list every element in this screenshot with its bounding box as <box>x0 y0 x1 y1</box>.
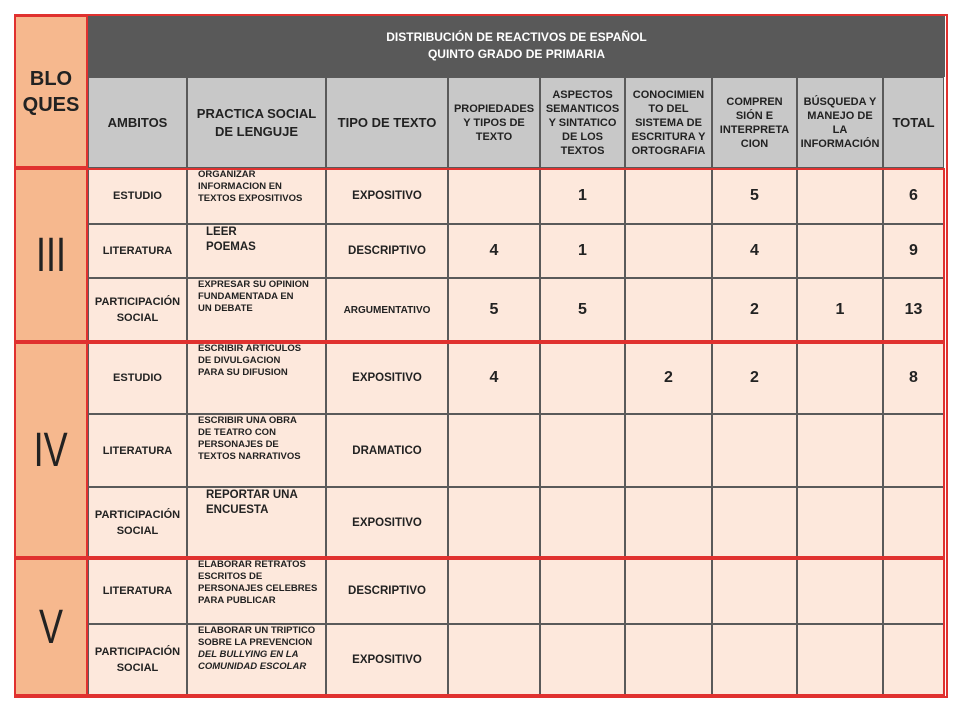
bloque-numeral: IV <box>33 423 69 477</box>
text-line: LEER <box>206 226 237 238</box>
cell-con <box>625 487 712 558</box>
cell-practica <box>187 558 326 624</box>
cell-total <box>883 487 944 558</box>
text-line: INFORMACION EN <box>198 181 282 192</box>
cell-bus <box>797 414 883 487</box>
text-line: LA <box>832 123 848 136</box>
text-line: PRACTICA SOCIAL <box>196 105 317 121</box>
text-line: LITERATURA <box>102 585 173 597</box>
text-line: COMPREN <box>726 95 783 108</box>
cell-ambito <box>88 168 187 224</box>
text-line: ENCUESTA <box>206 504 269 516</box>
cell-total: 8 <box>883 342 944 414</box>
table-title <box>88 15 945 77</box>
text-line: ASPECTOS <box>552 88 613 101</box>
cell-total <box>883 558 944 624</box>
text-line: PROPIEDADES <box>453 102 535 115</box>
cell-bus <box>797 168 883 224</box>
bloques-header <box>14 15 88 168</box>
cell-prop <box>448 414 540 487</box>
cell-bus: 1 <box>797 278 883 342</box>
text-line: SOCIAL <box>116 662 159 674</box>
text-line: TEXTOS <box>560 144 605 157</box>
header-aspectos <box>540 77 625 168</box>
cell-tipo: EXPOSITIVO <box>326 168 448 224</box>
text-line: PERSONAJES CELEBRES <box>198 583 318 594</box>
text-line: EXPRESAR SU OPINION <box>198 279 309 290</box>
cell-practica <box>187 342 326 414</box>
text-line: SOCIAL <box>116 524 159 537</box>
header-total: TOTAL <box>883 77 944 168</box>
cell-bus <box>797 487 883 558</box>
cell-prop <box>448 168 540 224</box>
header-comprension <box>712 77 797 168</box>
cell-con <box>625 224 712 278</box>
text-line: TEXTO <box>475 130 513 143</box>
text-line: DEL BULLYING EN LA <box>198 649 299 660</box>
text-line: PERSONAJES DE <box>198 439 279 450</box>
cell-comp: 4 <box>712 224 797 278</box>
text-line: PARA SU DIFUSION <box>198 367 288 378</box>
cell-con <box>625 414 712 487</box>
cell-asp <box>540 414 625 487</box>
cell-ambito <box>88 558 187 624</box>
text-line: INTERPRETA <box>719 123 790 136</box>
text-line: SISTEMA DE <box>635 116 702 129</box>
text-line: UN DEBATE <box>198 303 253 314</box>
cell-con <box>625 558 712 624</box>
cell-prop: 4 <box>448 342 540 414</box>
text-line: SIÓN E <box>735 109 774 122</box>
cell-tipo: DRAMATICO <box>326 414 448 487</box>
cell-prop <box>448 558 540 624</box>
cell-ambito <box>88 342 187 414</box>
header-practica <box>187 77 326 168</box>
text-line: QUES <box>22 93 80 116</box>
cell-prop: 4 <box>448 224 540 278</box>
cell-con <box>625 624 712 696</box>
cell-tipo: EXPOSITIVO <box>326 487 448 558</box>
cell-ambito <box>88 487 187 558</box>
cell-ambito <box>88 278 187 342</box>
text-line: SOBRE LA PREVENCION <box>198 637 313 648</box>
cell-total: 6 <box>883 168 944 224</box>
cell-practica <box>187 168 326 224</box>
cell-tipo: ARGUMENTATIVO <box>326 278 448 342</box>
text-line: POEMAS <box>206 241 256 253</box>
cell-practica <box>187 414 326 487</box>
text-line: CONOCIMIEN <box>632 88 705 101</box>
cell-ambito <box>88 624 187 696</box>
text-line: TO DEL <box>648 102 689 115</box>
text-line: DE TEATRO CON <box>198 427 276 438</box>
cell-con <box>625 168 712 224</box>
cell-practica <box>187 224 326 278</box>
cell-asp <box>540 624 625 696</box>
cell-comp <box>712 558 797 624</box>
bloque-cell <box>14 168 88 342</box>
cell-comp <box>712 414 797 487</box>
cell-bus <box>797 624 883 696</box>
cell-tipo: DESCRIPTIVO <box>326 224 448 278</box>
cell-total: 9 <box>883 224 944 278</box>
text-line: TEXTOS NARRATIVOS <box>198 451 301 462</box>
text-line: PARTICIPACIÓN <box>94 296 181 308</box>
cell-asp: 5 <box>540 278 625 342</box>
cell-practica <box>187 487 326 558</box>
text-line: SEMANTICOS <box>545 102 620 115</box>
cell-total <box>883 414 944 487</box>
cell-con <box>625 278 712 342</box>
text-line: ESCRITURA Y <box>631 130 706 143</box>
text-line: LITERATURA <box>102 444 173 457</box>
text-line: DE LOS <box>562 130 603 143</box>
bloque-cell <box>14 342 88 558</box>
header-conocimiento <box>625 77 712 168</box>
cell-total <box>883 624 944 696</box>
header-busqueda <box>797 77 883 168</box>
text-line: TEXTOS EXPOSITIVOS <box>198 193 303 204</box>
text-line: ELABORAR UN TRIPTICO <box>198 625 316 636</box>
text-line: MANEJO DE <box>807 109 873 122</box>
text-line: BÚSQUEDA Y <box>803 95 877 108</box>
cell-asp <box>540 342 625 414</box>
text-line: DE LENGUJE <box>214 123 299 139</box>
text-line: DE DIVULGACION <box>198 355 281 366</box>
cell-asp <box>540 487 625 558</box>
cell-comp: 2 <box>712 342 797 414</box>
bloques-header-label <box>23 66 80 118</box>
cell-ambito <box>88 224 187 278</box>
title-line2: QUINTO GRADO DE PRIMARIA <box>427 47 606 61</box>
cell-bus <box>797 342 883 414</box>
title-line1: DISTRIBUCIÓN DE REACTIVOS DE ESPAÑOL <box>386 30 647 44</box>
cell-comp: 5 <box>712 168 797 224</box>
text-line: ESCRITOS DE <box>198 571 263 582</box>
text-line: PARA PUBLICAR <box>198 595 276 606</box>
cell-con: 2 <box>625 342 712 414</box>
cell-asp: 1 <box>540 224 625 278</box>
text-line: SOCIAL <box>116 312 159 324</box>
text-line: PARTICIPACIÓN <box>94 646 181 658</box>
text-line: ESTUDIO <box>113 190 162 202</box>
text-line: FUNDAMENTADA EN <box>198 291 294 302</box>
cell-bus <box>797 558 883 624</box>
header-propiedades <box>448 77 540 168</box>
cell-asp: 1 <box>540 168 625 224</box>
cell-prop <box>448 624 540 696</box>
bloque-numeral: V <box>38 600 63 654</box>
text-line: Y TIPOS DE <box>463 116 525 129</box>
header-ambitos: AMBITOS <box>88 77 187 168</box>
header-tipo: TIPO DE TEXTO <box>326 77 448 168</box>
cell-prop <box>448 487 540 558</box>
text-line: ORTOGRAFIA <box>631 144 706 157</box>
text-line: REPORTAR UNA <box>206 489 298 501</box>
text-line: ESCRIBIR UNA OBRA <box>198 415 297 426</box>
cell-tipo: EXPOSITIVO <box>326 624 448 696</box>
cell-practica <box>187 278 326 342</box>
text-line: CION <box>740 137 769 150</box>
text-line: ELABORAR RETRATOS <box>198 559 306 570</box>
text-line: ESCRIBIR ARTICULOS <box>198 343 302 354</box>
text-line: COMUNIDAD ESCOLAR <box>198 661 307 672</box>
text-line: ORGANIZAR <box>198 169 256 180</box>
text-line: LITERATURA <box>102 245 173 257</box>
bloque-numeral: III <box>35 228 66 282</box>
cell-ambito <box>88 414 187 487</box>
cell-total: 13 <box>883 278 944 342</box>
text-line: Y SINTATICO <box>548 116 617 129</box>
cell-comp <box>712 487 797 558</box>
cell-prop: 5 <box>448 278 540 342</box>
text-line: ESTUDIO <box>113 372 162 384</box>
cell-asp <box>540 558 625 624</box>
bloque-cell <box>14 558 88 696</box>
cell-comp <box>712 624 797 696</box>
cell-bus <box>797 224 883 278</box>
text-line: INFORMACIÓN <box>800 137 880 150</box>
text-line: BLO <box>29 67 73 90</box>
text-line: PARTICIPACIÓN <box>94 508 181 521</box>
cell-practica <box>187 624 326 696</box>
cell-comp: 2 <box>712 278 797 342</box>
cell-tipo: EXPOSITIVO <box>326 342 448 414</box>
cell-tipo: DESCRIPTIVO <box>326 558 448 624</box>
